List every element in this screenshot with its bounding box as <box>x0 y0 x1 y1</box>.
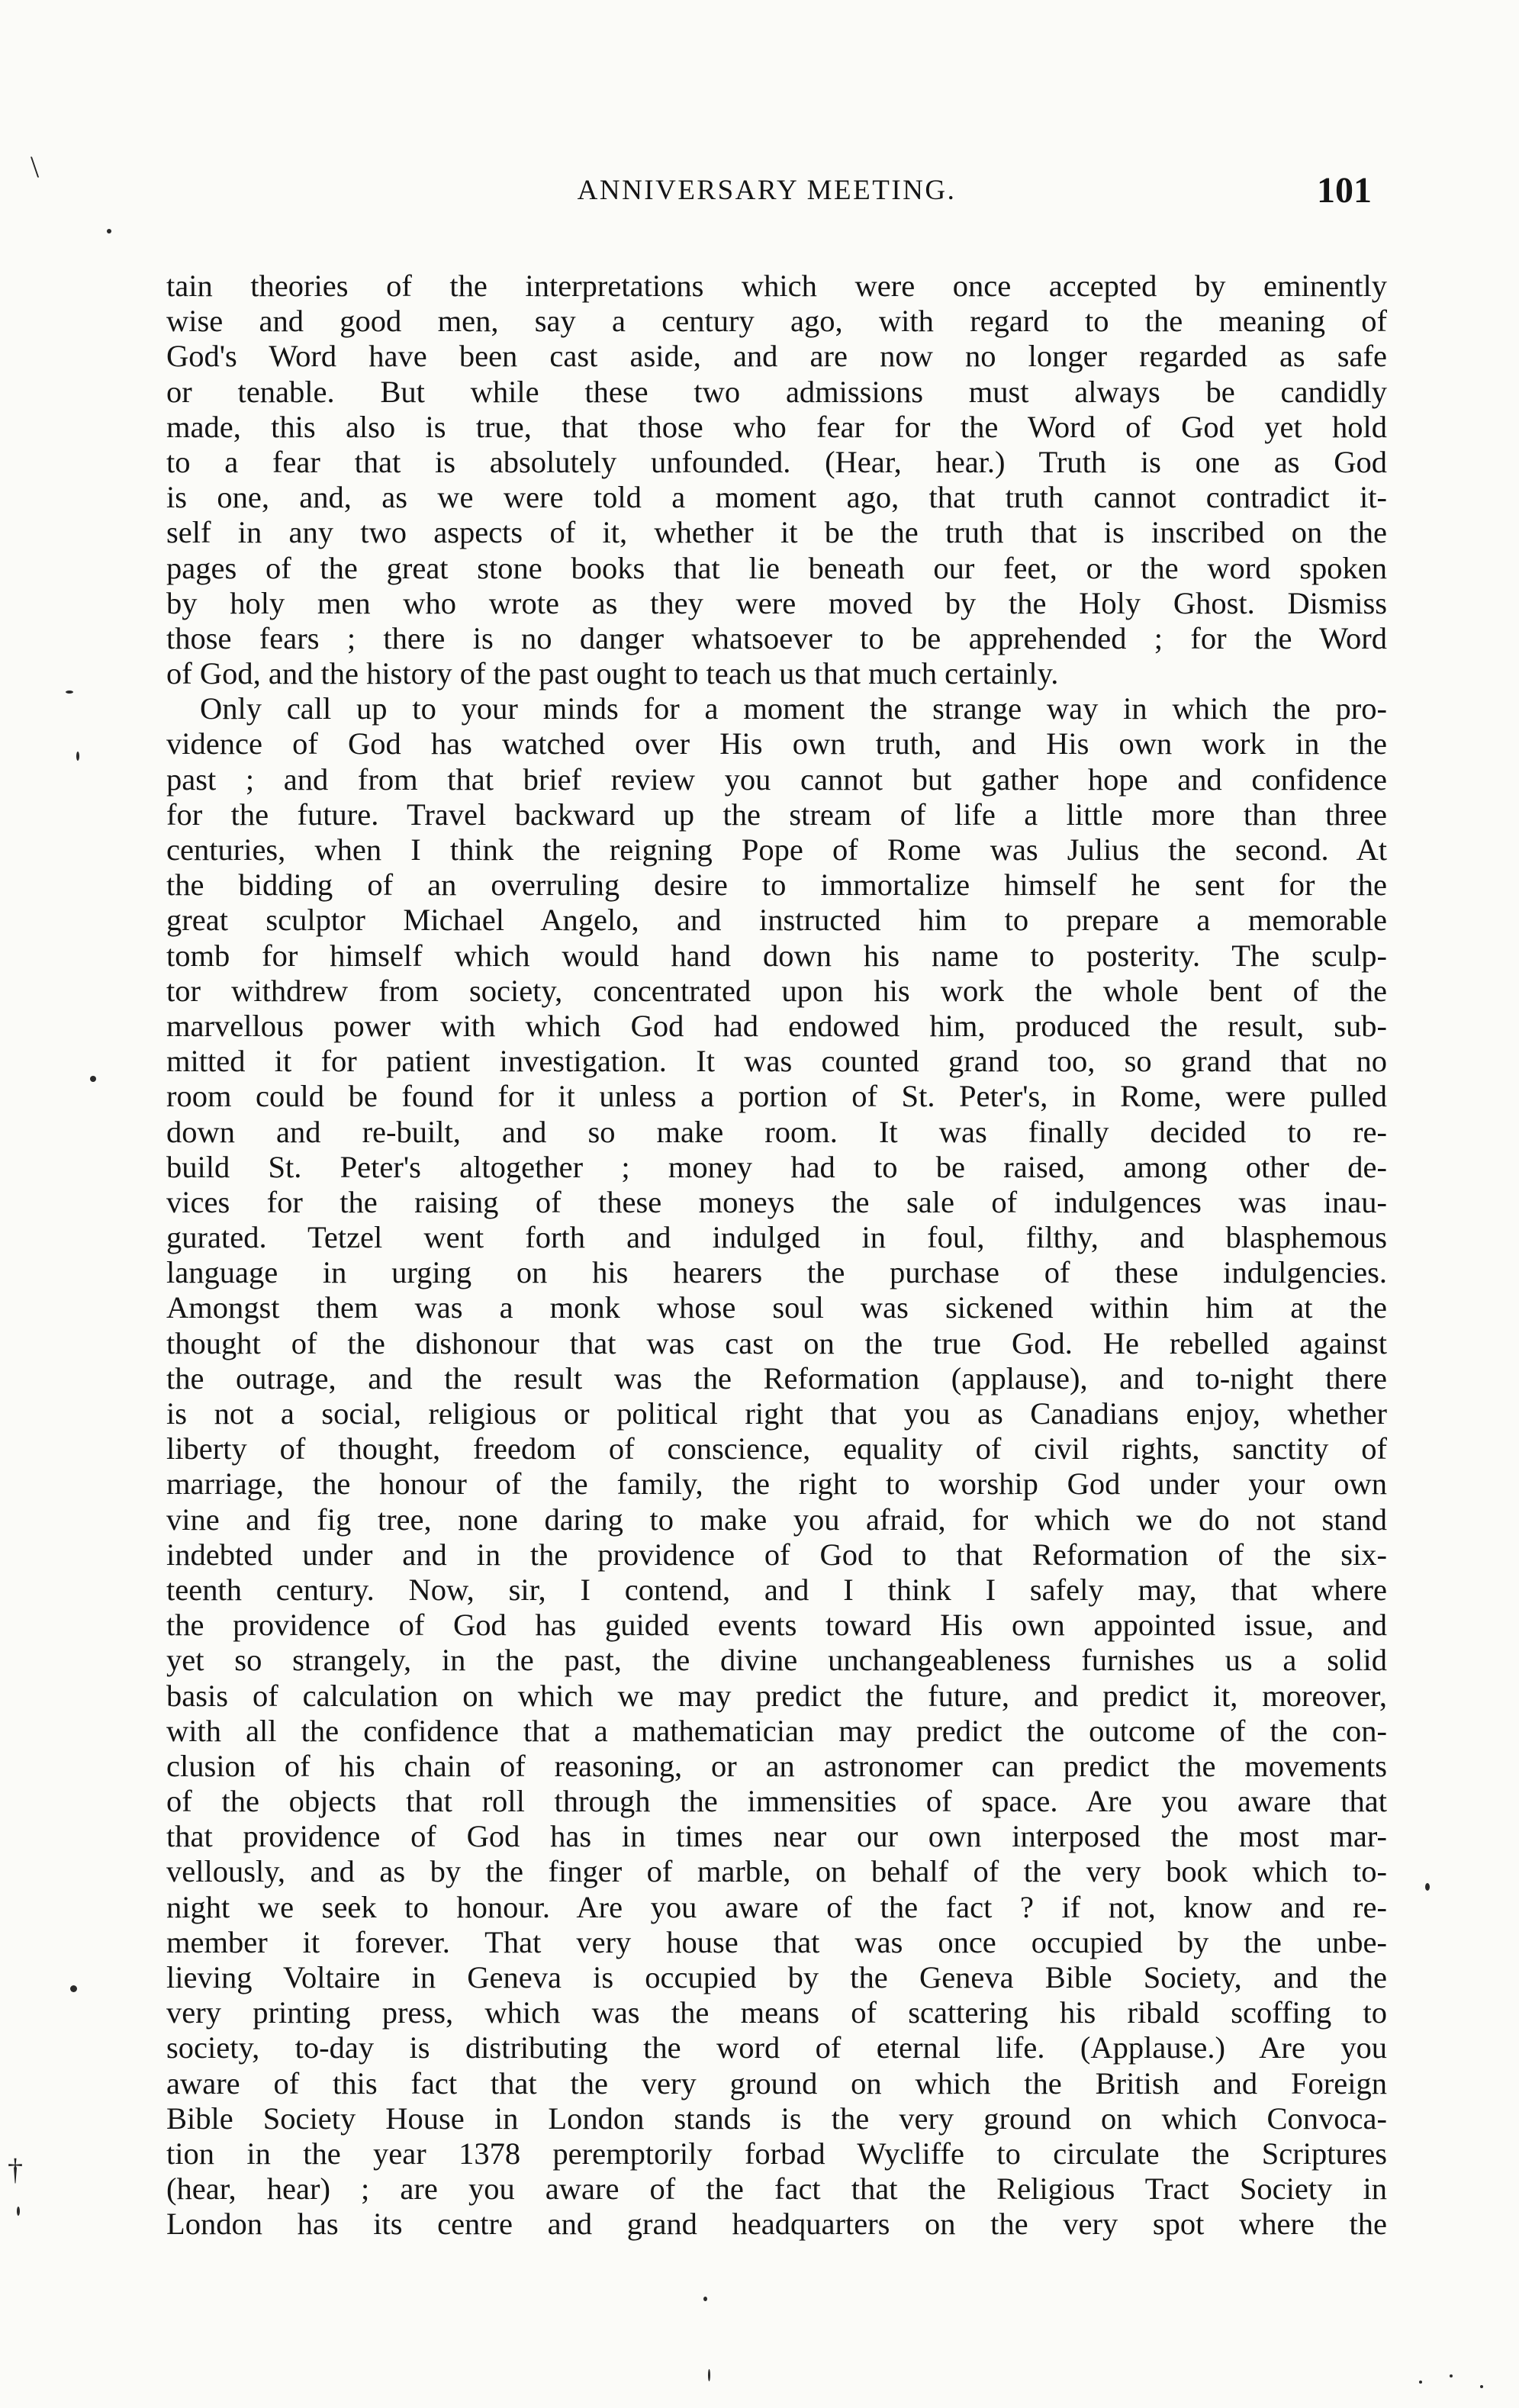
body-text <box>166 269 1387 2242</box>
scan-speck <box>708 2369 710 2381</box>
text-line: liberty of thought, freedom of conscience, equality of civil rights, sanctity of <box>166 1431 1387 1466</box>
text-line: mitted it for patient investigation. It was counted grand too, so grand that no <box>166 1044 1387 1079</box>
running-title: ANNIVERSARY MEETING. <box>577 175 957 206</box>
text-line: of God, and the history of the past ought to teach us that much certainly. <box>166 656 1059 691</box>
text-line: build St. Peter's altogether ; money had to be raised, among other de- <box>166 1149 1387 1184</box>
stray-mark: \ <box>31 150 40 184</box>
scan-speck <box>1425 1883 1430 1891</box>
scan-speck <box>17 2207 20 2216</box>
text-line: wise and good men, say a century ago, with regard to the meaning of <box>166 304 1387 339</box>
text-line: tain theories of the interpretations which were once accepted by eminently <box>166 269 1387 303</box>
text-line: made, this also is true, that those who fear for the Word of God yet hold <box>166 409 1387 444</box>
text-line: member it forever. That very house that was once occupied by the unbe- <box>166 1924 1387 1959</box>
text-line: that providence of God has in times near our own interposed the most mar- <box>166 1819 1387 1854</box>
text-line: room could be found for it unless a portion of St. Peter's, in Rome, were pulled <box>166 1079 1387 1114</box>
text-line: tion in the year 1378 peremptorily forbad Wycliffe to circulate the Scriptures <box>166 2136 1387 2171</box>
text-line: teenth century. Now, sir, I contend, and I think I safely may, that where <box>166 1572 1387 1607</box>
text-line: tomb for himself which would hand down his name to posterity. The sculp- <box>166 938 1387 973</box>
text-line: or tenable. But while these two admissions must always be candidly <box>166 374 1387 409</box>
text-line: great sculptor Michael Angelo, and instructed him to prepare a memorable <box>166 903 1387 938</box>
text-line: God's Word have been cast aside, and are now no longer regarded as safe <box>166 339 1387 374</box>
text-line: the bidding of an overruling desire to immortalize himself he sent for the <box>166 868 1387 903</box>
text-line: aware of this fact that the very ground on which the British and Foreign <box>166 2065 1387 2101</box>
text-line: is one, and, as we were told a moment ago, that truth cannot contradict it- <box>166 480 1387 515</box>
text-line: thought of the dishonour that was cast on the true God. He rebelled against <box>166 1325 1387 1360</box>
scan-speck <box>1480 2385 1483 2388</box>
text-line: very printing press, which was the means of scattering his ribald scoffing to <box>166 1995 1387 2030</box>
text-line: past ; and from that brief review you cannot but gather hope and confidence <box>166 761 1387 797</box>
scan-speck <box>1450 2374 1453 2377</box>
text-line: London has its centre and grand headquarters on the very spot where the <box>166 2207 1387 2242</box>
scan-speck <box>70 1985 77 1992</box>
paragraph <box>166 269 1387 691</box>
scan-speck <box>90 1076 96 1082</box>
text-line: Bible Society House in London stands is the very ground on which Convoca- <box>166 2101 1387 2136</box>
text-line: those fears ; there is no danger whatsoever to be apprehended ; for the Word <box>166 620 1387 655</box>
scan-speck <box>76 752 79 761</box>
stray-mark: † <box>8 2152 23 2187</box>
text-line: vidence of God has watched over His own truth, and His own work in the <box>166 726 1387 761</box>
scan-speck <box>107 229 111 233</box>
text-line: yet so strangely, in the past, the divine unchangeableness furnishes us a solid <box>166 1643 1387 1678</box>
text-line: vellously, and as by the finger of marble, on behalf of the very book which to- <box>166 1854 1387 1889</box>
text-line: is not a social, religious or political right that you as Canadians enjoy, whether <box>166 1396 1387 1431</box>
text-line: self in any two aspects of it, whether it be the truth that is inscribed on the <box>166 515 1387 550</box>
text-line: the outrage, and the result was the Reformation (applause), and to-night there <box>166 1360 1387 1396</box>
scan-speck <box>66 691 73 694</box>
text-line: Only call up to your minds for a moment the strange way in which the pro- <box>200 691 1387 726</box>
text-line: to a fear that is absolutely unfounded. (Hear, hear.) Truth is one as God <box>166 444 1387 479</box>
text-line: gurated. Tetzel went forth and indulged in foul, filthy, and blasphemous <box>166 1220 1387 1255</box>
text-line: language in urging on his hearers the purchase of these indulgencies. <box>166 1255 1387 1290</box>
page-number: 101 <box>1317 170 1372 211</box>
text-line: basis of calculation on which we may predict the future, and predict it, moreover, <box>166 1678 1387 1713</box>
text-line: centuries, when I think the reigning Pope of Rome was Julius the second. At <box>166 832 1387 867</box>
text-line: Amongst them was a monk whose soul was sickened within him at the <box>166 1290 1387 1325</box>
scan-speck <box>703 2297 707 2301</box>
text-line: vices for the raising of these moneys the sale of indulgences was inau- <box>166 1184 1387 1219</box>
scan-speck <box>1419 2381 1422 2384</box>
running-header <box>153 169 1381 215</box>
text-line: lieving Voltaire in Geneva is occupied by the Geneva Bible Society, and the <box>166 1960 1387 1994</box>
text-line: of the objects that roll through the immensities of space. Are you aware that <box>166 1784 1387 1819</box>
text-line: marriage, the honour of the family, the right to worship God under your own <box>166 1466 1387 1502</box>
text-line: for the future. Travel backward up the stream of life a little more than three <box>166 797 1387 832</box>
paragraph <box>166 691 1387 2242</box>
text-line: (hear, hear) ; are you aware of the fact that the Religious Tract Society in <box>166 2171 1387 2207</box>
text-line: society, to-day is distributing the word of eternal life. (Applause.) Are you <box>166 2030 1387 2065</box>
text-line: pages of the great stone books that lie beneath our feet, or the word spoken <box>166 550 1387 585</box>
text-line: by holy men who wrote as they were moved by the Holy Ghost. Dismiss <box>166 585 1387 620</box>
text-line: night we seek to honour. Are you aware of the fact ? if not, know and re- <box>166 1889 1387 1924</box>
text-line: clusion of his chain of reasoning, or an astronomer can predict the movements <box>166 1748 1387 1783</box>
text-line: marvellous power with which God had endowed him, produced the result, sub- <box>166 1008 1387 1043</box>
text-line: indebted under and in the providence of God to that Reformation of the six- <box>166 1537 1387 1572</box>
text-line: with all the confidence that a mathematician may predict the outcome of the con- <box>166 1713 1387 1748</box>
text-line: down and re-built, and so make room. It was finally decided to re- <box>166 1114 1387 1149</box>
text-line: the providence of God has guided events toward His own appointed issue, and <box>166 1608 1387 1643</box>
text-line: vine and fig tree, none daring to make you afraid, for which we do not stand <box>166 1502 1387 1537</box>
text-line: tor withdrew from society, concentrated upon his work the whole bent of the <box>166 973 1387 1008</box>
